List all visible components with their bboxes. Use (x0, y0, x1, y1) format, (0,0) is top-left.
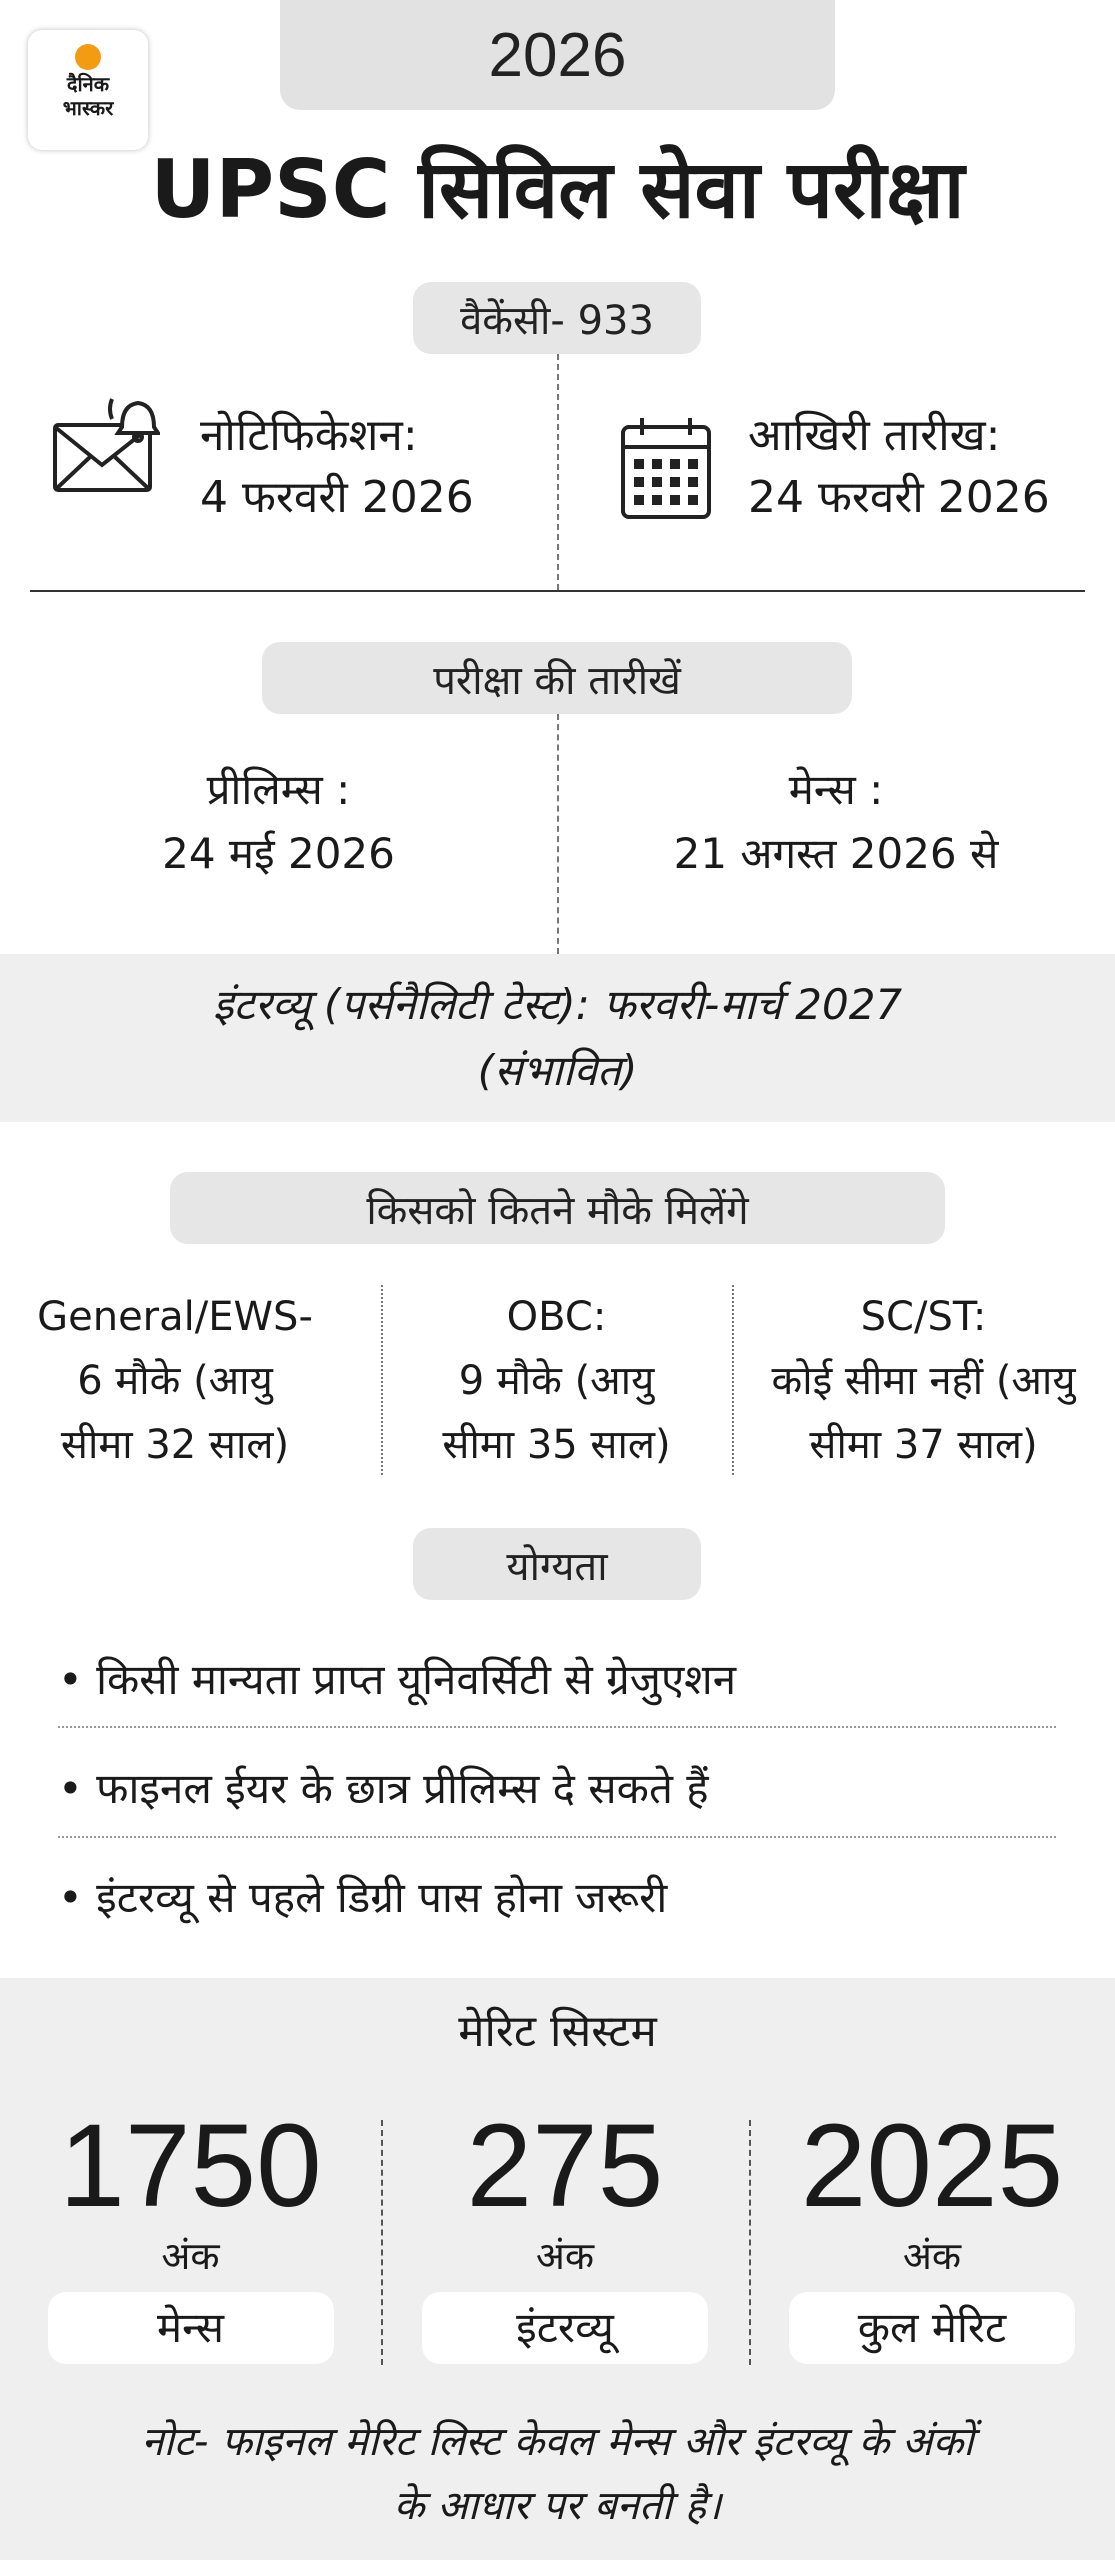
eligibility-divider-1 (58, 1726, 1056, 1728)
merit-mains-unit: अंक (161, 2234, 220, 2278)
merit-total (749, 2100, 1115, 2364)
interview-band (0, 954, 1115, 1122)
attempts-scst-line-3: सीमा 37 साल) (809, 1422, 1038, 1468)
exam-dates-heading: परीक्षा की तारीखें (433, 657, 681, 704)
vacancy-pill (413, 282, 701, 354)
merit-total-label: कुल मेरिट (789, 2292, 1075, 2364)
merit-total-value: 2025 (800, 2100, 1064, 2232)
mail-bell-icon (50, 385, 160, 495)
merit-mains-value: 1750 (59, 2100, 322, 2232)
mains-label: मेन्स : (788, 765, 884, 814)
attempts-general-line-3: सीमा 32 साल) (60, 1422, 290, 1468)
merit-note (0, 2410, 1115, 2538)
merit-note-line-2: के आधार पर बनती है। (393, 2483, 722, 2529)
eligibility-item-3: • इंटरव्यू से पहले डिग्री पास होना जरूरी (58, 1873, 668, 1922)
merit-mains (0, 2100, 381, 2364)
attempts-heading: किसको कितने मौके मिलेंगे (366, 1187, 749, 1234)
eligibility-divider-2 (58, 1836, 1056, 1838)
divider-vertical-dates (557, 354, 559, 590)
vacancy-text: वैकेंसी- 933 (460, 297, 654, 344)
interview-line-1: इंटरव्यू (पर्सनैलिटी टेस्ट): फरवरी-मार्च 2027 (212, 980, 903, 1029)
attempts-pill (170, 1172, 945, 1244)
last-date-block (748, 405, 1050, 529)
notification-date: 4 फरवरी 2026 (200, 472, 474, 523)
year-text: 2026 (488, 20, 627, 90)
merit-interview-value: 275 (466, 2100, 664, 2232)
page-title: UPSC सिविल सेवा परीक्षा (150, 143, 965, 236)
merit-interview-unit: अंक (535, 2234, 595, 2278)
attempts-obc-line-3: सीमा 35 साल) (442, 1422, 671, 1468)
attempts-general-line-2: 6 मौके (आयु (77, 1358, 273, 1404)
merit-note-line-1: नोट- फाइनल मेरिट लिस्ट केवल मेन्स और इंटरव्यू के अंकों (141, 2419, 974, 2465)
attempts-general (0, 1285, 350, 1477)
merit-interview-label: इंटरव्यू (422, 2292, 708, 2364)
notification-label: नोटिफिकेशन: (200, 410, 418, 461)
attempts-obc-line-1: OBC: (506, 1294, 607, 1340)
notification-block (200, 405, 474, 529)
attempts-scst (732, 1285, 1115, 1477)
calendar-icon (620, 415, 712, 520)
logo-sun-icon (75, 44, 101, 70)
exam-dates-pill (262, 642, 852, 714)
attempts-obc (381, 1285, 732, 1477)
eligibility-item-2: • फाइनल ईयर के छात्र प्रीलिम्स दे सकते हैं (58, 1764, 709, 1813)
divider-horizontal (30, 590, 1085, 592)
logo-text-2: भास्कर (62, 96, 114, 120)
prelims-block (0, 758, 557, 886)
attempts-scst-line-1: SC/ST: (860, 1294, 987, 1340)
merit-mains-label: मेन्स (48, 2292, 334, 2364)
interview-line-2: (संभावित) (477, 1046, 638, 1095)
year-badge (280, 0, 835, 110)
mains-date: 21 अगस्त 2026 से (673, 829, 999, 878)
eligibility-item-1: • किसी मान्यता प्राप्त यूनिवर्सिटी से ग्रेजुएशन (58, 1655, 737, 1704)
prelims-label: प्रीलिम्स : (206, 765, 351, 814)
merit-total-unit: अंक (902, 2234, 962, 2278)
attempts-obc-line-2: 9 मौके (आयु (458, 1358, 655, 1404)
eligibility-pill (413, 1528, 701, 1600)
attempts-general-line-1: General/EWS- (37, 1294, 313, 1340)
last-date-value: 24 फरवरी 2026 (748, 472, 1050, 523)
prelims-date: 24 मई 2026 (162, 829, 395, 878)
last-date-label: आखिरी तारीख: (748, 410, 1001, 461)
logo (28, 30, 148, 150)
merit-interview (381, 2100, 749, 2364)
merit-heading: मेरिट सिस्टम (458, 2006, 657, 2057)
eligibility-heading: योग्यता (506, 1543, 608, 1590)
mains-block (557, 758, 1115, 886)
attempts-scst-line-2: कोई सीमा नहीं (आयु (771, 1358, 1076, 1404)
logo-text-1: दैनिक (66, 72, 110, 96)
